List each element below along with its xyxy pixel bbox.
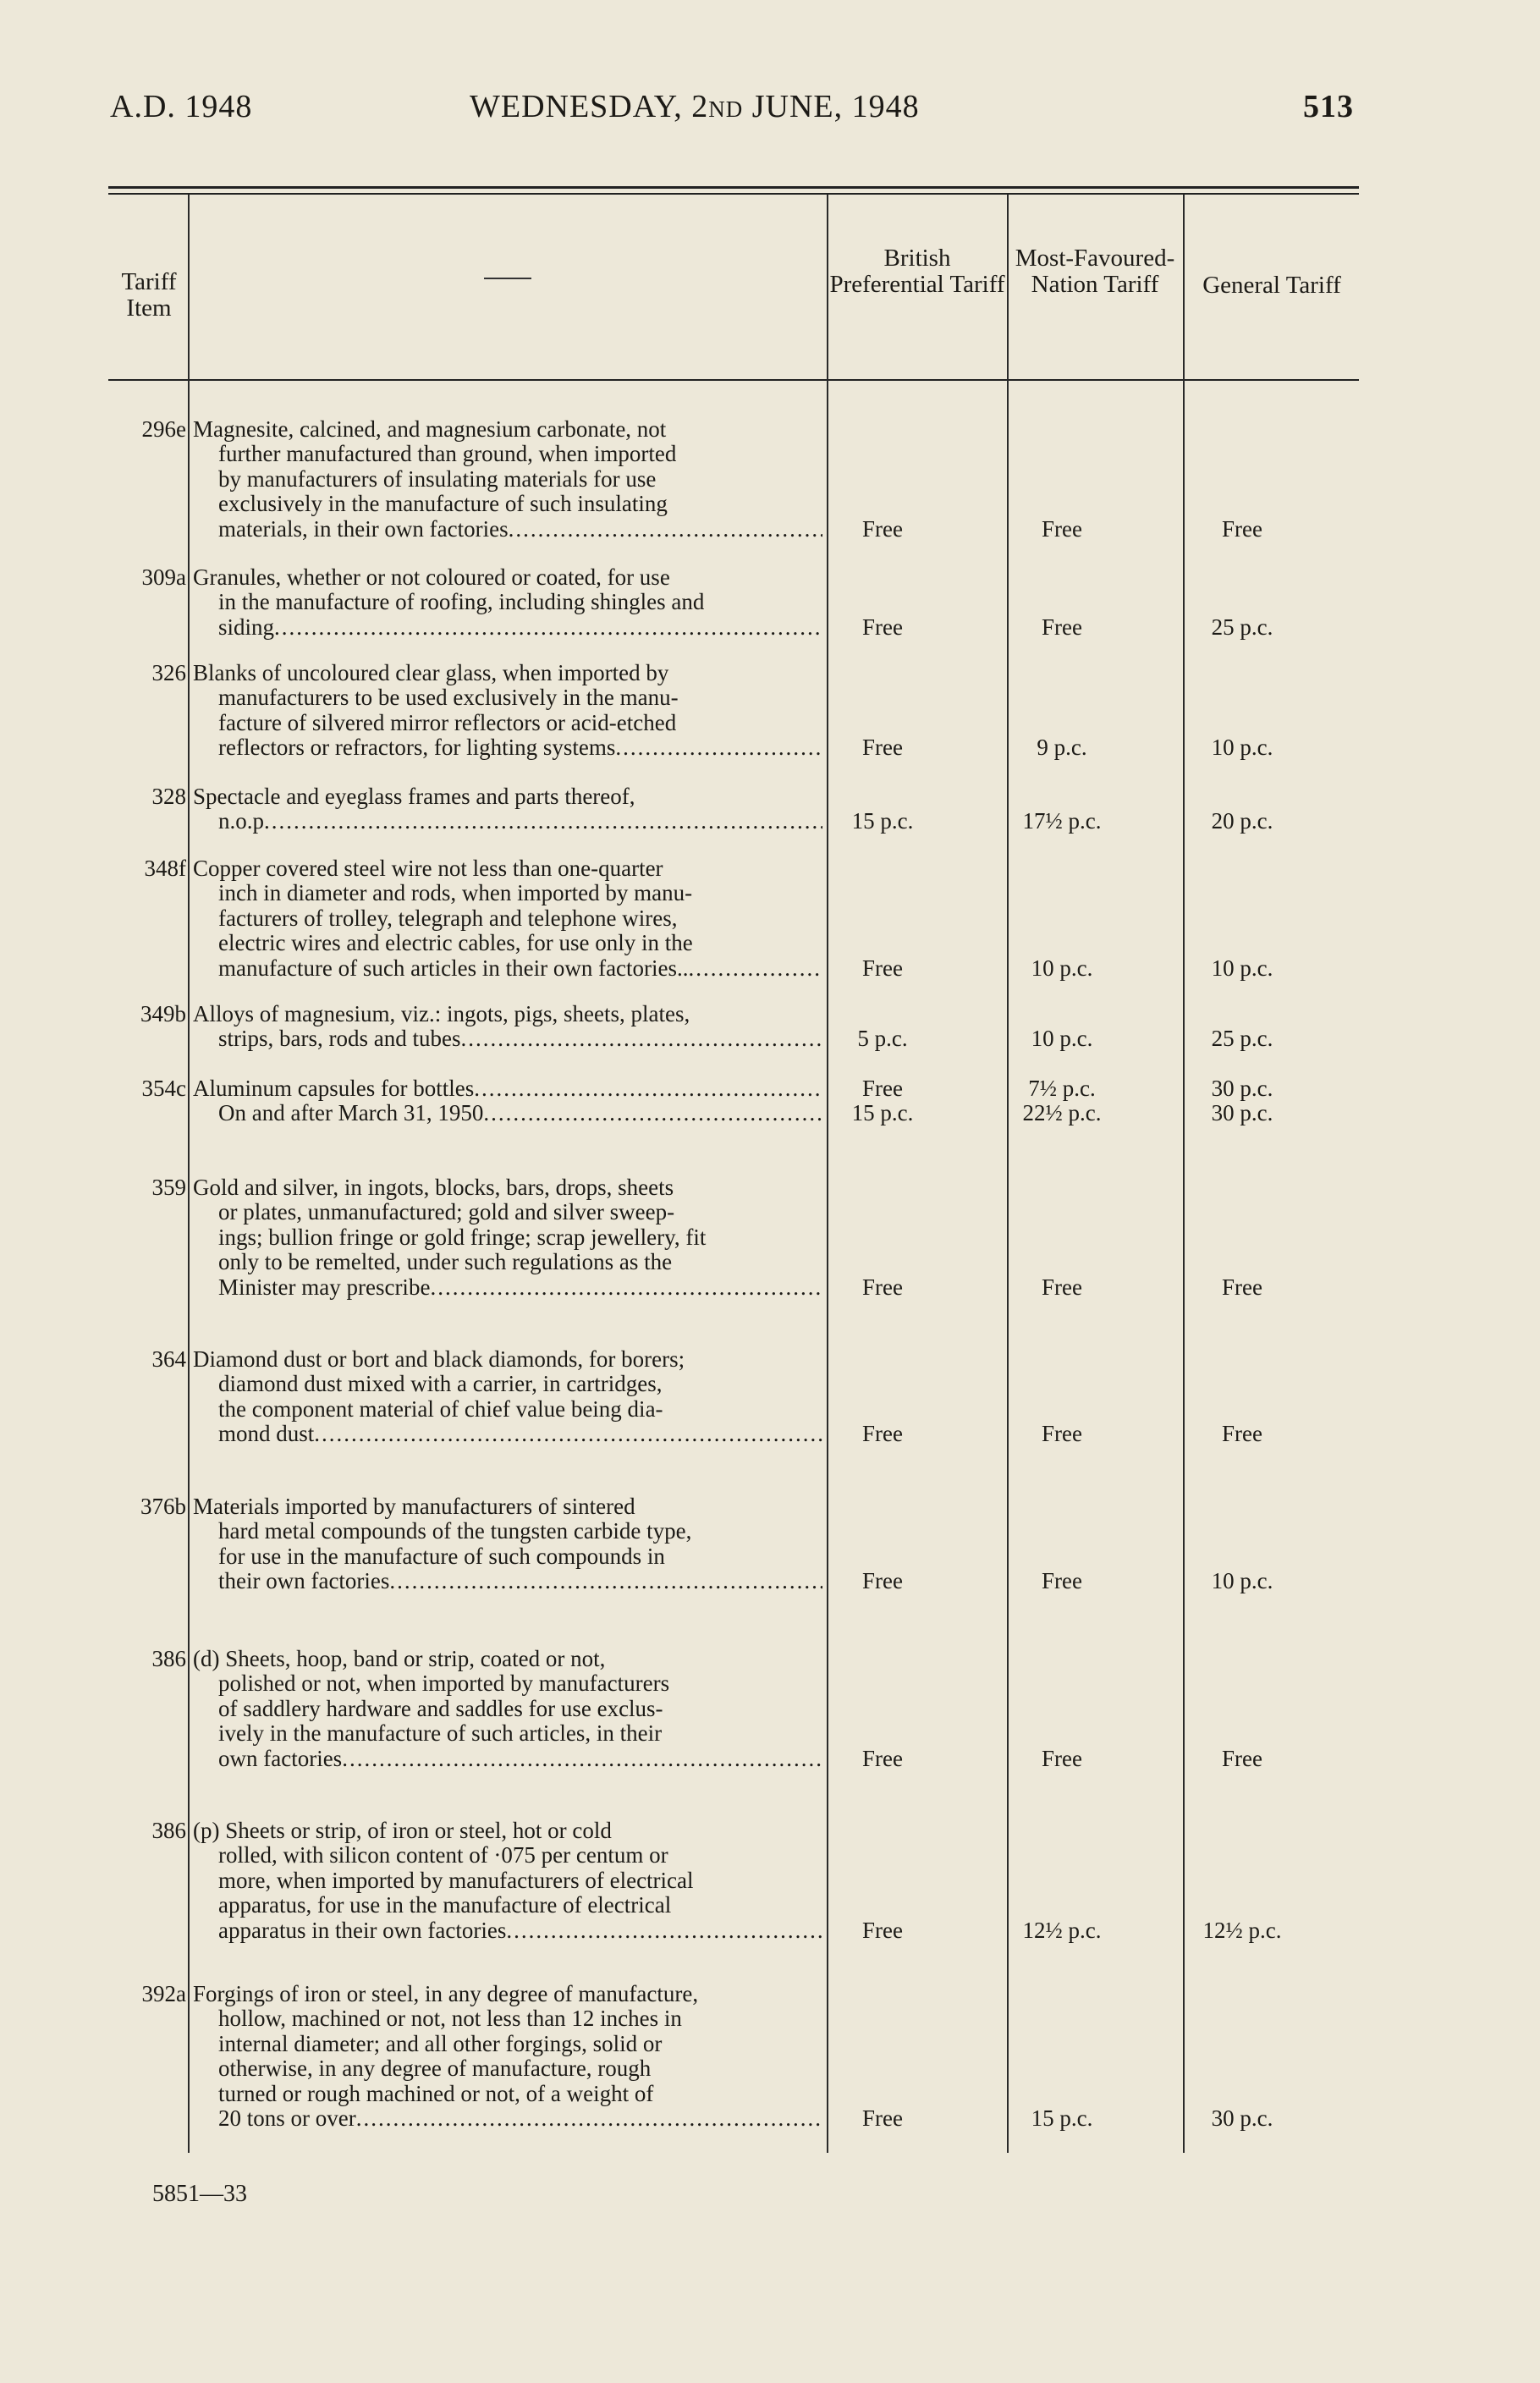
- general-tariff-rate: 30 p.c.: [1211, 1100, 1273, 1125]
- british-preferential-rate: Free: [862, 1076, 903, 1101]
- description-line: Blanks of uncoloured clear glass, when imported by: [193, 661, 669, 685]
- description-line: siding .....: [193, 615, 822, 640]
- description-line: turned or rough machined or not, of a weight of: [218, 2081, 654, 2106]
- footer-code: 5851—33: [152, 2181, 247, 2207]
- tariff-description: [193, 417, 822, 542]
- description-line: apparatus, for use in the manufacture of electrical: [218, 1893, 672, 1918]
- description-line: only to be remelted, under such regulations as the: [218, 1250, 673, 1275]
- tariff-description: [193, 1982, 822, 2131]
- most-favoured-nation-rate: Free: [1042, 1421, 1082, 1446]
- tariff-item-number: 309a: [141, 564, 186, 590]
- british-preferential-rate: 15 p.c.: [851, 808, 914, 834]
- description-line: reflectors or refractors, for lighting systems .....: [193, 735, 822, 760]
- column-divider: [1183, 195, 1185, 2153]
- column-header-general: General Tariff: [1202, 272, 1341, 299]
- general-tariff-rate: Free: [1222, 1274, 1262, 1300]
- description-line: Aluminum capsules for bottles .....: [193, 1076, 822, 1101]
- most-favoured-nation-rate: 15 p.c.: [1031, 2105, 1093, 2131]
- british-preferential-rate: Free: [862, 1918, 903, 1943]
- description-line: Diamond dust or bort and black diamonds, for borers;: [193, 1347, 685, 1372]
- column-header-british-preferential: British Preferential Tariff: [829, 245, 1005, 298]
- description-line: facture of silvered mirror reflectors or acid-etched: [218, 710, 677, 735]
- general-tariff-rate: 30 p.c.: [1211, 2105, 1273, 2131]
- british-preferential-rate: Free: [862, 516, 903, 542]
- british-preferential-rate: 15 p.c.: [851, 1100, 914, 1125]
- description-line: their own factories .....: [193, 1569, 822, 1593]
- tariff-item-number: 376b: [140, 1494, 186, 1519]
- tariff-description: [193, 1347, 822, 1447]
- most-favoured-nation-rate: Free: [1042, 1568, 1082, 1593]
- description-line: manufacturers to be used exclusively in the manu-: [218, 685, 679, 711]
- description-line: Granules, whether or not coloured or coated, for use: [193, 565, 670, 590]
- description-line: Forgings of iron or steel, in any degree of manufacture,: [193, 1982, 699, 2006]
- tariff-item-number: 296e: [141, 416, 186, 442]
- description-line: Materials imported by manufacturers of sintered: [193, 1494, 635, 1519]
- general-tariff-rate: 10 p.c.: [1211, 955, 1273, 981]
- description-line: Copper covered steel wire not less than one-quarter: [193, 856, 663, 881]
- description-line: diamond dust mixed with a carrier, in cartridges,: [218, 1372, 663, 1397]
- description-line: electric wires and electric cables, for use only in the: [218, 931, 693, 956]
- tariff-description: [193, 1647, 822, 1771]
- description-line: or plates, unmanufactured; gold and silver sweep-: [218, 1200, 675, 1225]
- british-preferential-rate: 5 p.c.: [857, 1026, 908, 1051]
- general-tariff-rate: 30 p.c.: [1211, 1076, 1273, 1101]
- description-line: strips, bars, rods and tubes .....: [193, 1026, 822, 1051]
- tariff-item-number: 364: [151, 1346, 186, 1372]
- general-tariff-rate: 25 p.c.: [1211, 1026, 1273, 1051]
- most-favoured-nation-rate: 10 p.c.: [1031, 1026, 1093, 1051]
- tariff-description: [193, 784, 822, 834]
- description-line: facturers of trolley, telegraph and telephone wires,: [218, 905, 678, 931]
- description-line: n.o.p .....: [193, 809, 822, 834]
- column-header-description: [474, 262, 542, 279]
- description-line: Magnesite, calcined, and magnesium carbonate, not: [193, 417, 667, 442]
- most-favoured-nation-rate: 17½ p.c.: [1022, 808, 1102, 834]
- british-preferential-rate: Free: [862, 1746, 903, 1771]
- column-divider: [827, 195, 828, 2153]
- tariff-description: [193, 1819, 822, 1943]
- description-line: apparatus in their own factories .....: [193, 1918, 822, 1943]
- tariff-description: [193, 1175, 822, 1300]
- description-line: own factories .....: [193, 1747, 822, 1771]
- british-preferential-rate: Free: [862, 2105, 903, 2131]
- description-line: the component material of chief value being dia-: [218, 1396, 663, 1422]
- top-rule: [108, 186, 1359, 189]
- general-tariff-rate: 10 p.c.: [1211, 735, 1273, 760]
- description-line: rolled, with silicon content of ·075 per centum or: [218, 1843, 668, 1868]
- tariff-item-number: 348f: [144, 856, 186, 881]
- most-favoured-nation-rate: Free: [1042, 1746, 1082, 1771]
- tariff-description: [193, 565, 822, 640]
- most-favoured-nation-rate: Free: [1042, 614, 1082, 640]
- british-preferential-rate: Free: [862, 955, 903, 981]
- tariff-description: [193, 661, 822, 761]
- description-dash: [484, 278, 531, 279]
- general-tariff-rate: Free: [1222, 1746, 1262, 1771]
- general-tariff-rate: 10 p.c.: [1211, 1568, 1273, 1593]
- most-favoured-nation-rate: 22½ p.c.: [1022, 1100, 1102, 1125]
- general-tariff-rate: 12½ p.c.: [1202, 1918, 1282, 1943]
- most-favoured-nation-rate: Free: [1042, 1274, 1082, 1300]
- description-line: Gold and silver, in ingots, blocks, bars, drops, sheets: [193, 1175, 674, 1200]
- most-favoured-nation-rate: 7½ p.c.: [1028, 1076, 1096, 1101]
- british-preferential-rate: Free: [862, 1421, 903, 1446]
- british-preferential-rate: Free: [862, 735, 903, 760]
- tariff-item-number: 349b: [140, 1001, 186, 1026]
- description-line: On and after March 31, 1950 .....: [193, 1101, 822, 1125]
- description-line: for use in the manufacture of such compounds in: [218, 1544, 665, 1569]
- tariff-description: [193, 1494, 822, 1594]
- most-favoured-nation-rate: Free: [1042, 516, 1082, 542]
- description-line: materials, in their own factories .....: [193, 517, 822, 542]
- description-line: exclusively in the manufacture of such insulating: [218, 492, 668, 517]
- description-line: polished or not, when imported by manufacturers: [218, 1671, 670, 1697]
- description-line: internal diameter; and all other forgings, solid or: [218, 2031, 663, 2056]
- description-line: further manufactured than ground, when imported: [218, 442, 677, 467]
- description-line: Minister may prescribe .....: [193, 1275, 822, 1300]
- description-line: mond dust .....: [193, 1422, 822, 1446]
- tariff-item-number: 328: [151, 784, 186, 809]
- tariff-item-number: 359: [151, 1175, 186, 1200]
- column-header-tariff-item: Tariff Item: [121, 268, 177, 322]
- general-tariff-rate: 20 p.c.: [1211, 808, 1273, 834]
- british-preferential-rate: Free: [862, 614, 903, 640]
- description-line: otherwise, in any degree of manufacture, rough: [218, 2056, 652, 2082]
- description-line: ively in the manufacture of such articles, in their: [218, 1721, 663, 1747]
- tariff-description: [193, 856, 822, 981]
- tariff-description: [193, 1076, 822, 1126]
- tariff-description: [193, 1002, 822, 1052]
- description-line: by manufacturers of insulating materials for use: [218, 466, 657, 492]
- column-divider: [1007, 195, 1009, 2153]
- column-divider: [188, 195, 190, 2153]
- header-bottom-rule: [108, 379, 1359, 381]
- tariff-item-number: 326: [151, 660, 186, 685]
- most-favoured-nation-rate: 10 p.c.: [1031, 955, 1093, 981]
- description-line: Spectacle and eyeglass frames and parts thereof,: [193, 784, 635, 809]
- tariff-item-number: 386: [151, 1646, 186, 1671]
- description-line: manufacture of such articles in their own factories.. .....: [193, 956, 822, 981]
- description-line: (d) Sheets, hoop, band or strip, coated or not,: [193, 1647, 606, 1671]
- header-year: A.D. 1948: [110, 89, 253, 124]
- description-line: hard metal compounds of the tungsten carbide type,: [218, 1519, 692, 1544]
- description-line: inch in diameter and rods, when imported by manu-: [218, 881, 693, 906]
- british-preferential-rate: Free: [862, 1274, 903, 1300]
- tariff-item-number: 392a: [141, 1981, 186, 2006]
- description-line: hollow, machined or not, not less than 12 inches in: [218, 2006, 682, 2032]
- top-rule-second: [108, 193, 1359, 195]
- description-line: (p) Sheets or strip, of iron or steel, hot or cold: [193, 1819, 612, 1843]
- most-favoured-nation-rate: 12½ p.c.: [1022, 1918, 1102, 1943]
- description-line: of saddlery hardware and saddles for use exclus-: [218, 1696, 663, 1721]
- description-line: in the manufacture of roofing, including shingles and: [218, 590, 705, 615]
- description-line: Alloys of magnesium, viz.: ingots, pigs, sheets, plates,: [193, 1002, 690, 1026]
- british-preferential-rate: Free: [862, 1568, 903, 1593]
- general-tariff-rate: 25 p.c.: [1211, 614, 1273, 640]
- column-header-most-favoured-nation: Most-Favoured-Nation Tariff: [1015, 245, 1175, 298]
- header-date: WEDNESDAY, 2ND JUNE, 1948: [470, 89, 920, 124]
- most-favoured-nation-rate: 9 p.c.: [1037, 735, 1087, 760]
- page-number: 513: [1303, 89, 1354, 124]
- description-line: ings; bullion fringe or gold fringe; scrap jewellery, fit: [218, 1225, 707, 1250]
- general-tariff-rate: Free: [1222, 516, 1262, 542]
- description-line: more, when imported by manufacturers of electrical: [218, 1868, 694, 1893]
- tariff-item-number: 386: [151, 1818, 186, 1843]
- description-line: 20 tons or over .....: [193, 2106, 822, 2131]
- tariff-item-number: 354c: [141, 1076, 186, 1101]
- general-tariff-rate: Free: [1222, 1421, 1262, 1446]
